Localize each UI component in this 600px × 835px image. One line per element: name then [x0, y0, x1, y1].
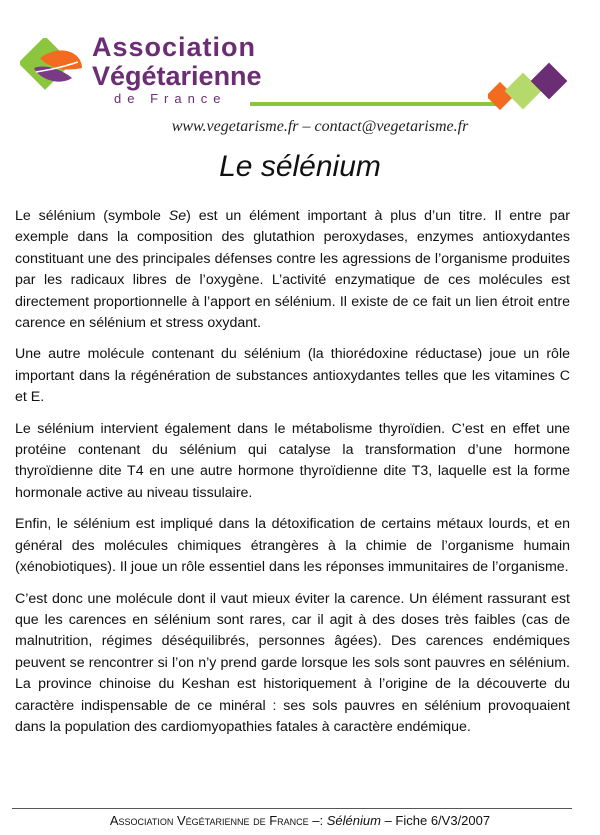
header — [0, 0, 600, 140]
footer-org: Association Végétarienne de France — [109, 813, 309, 828]
paragraph-3: Le sélénium intervient également dans le métabolisme thyroïdien. C’est en effet une protéine contenant du sélénium qui catalyse la transformation d’une hormone thyroïdienne dite T4 en une autre hormone thyroïdienne dite T3, laquelle est la forme hormonale active au niveau tissulaire. — [15, 420, 570, 501]
paragraph-1-start: Le sélénium (symbole — [15, 208, 169, 224]
colored-squares-icon — [488, 62, 572, 118]
footer-subject: Sélénium — [326, 813, 381, 828]
footer-ref: – Fiche 6/V3/2007 — [380, 813, 491, 828]
header-divider — [250, 102, 500, 106]
paragraph-2: Une autre molécule contenant du sélénium (la thiorédoxine réductase) joue un rôle important dans la régénération de substances antioxydantes telles que les vitamines C et E. — [15, 346, 570, 406]
leaf-logo-icon — [20, 38, 92, 100]
contact-line: www.vegetarisme.fr – contact@vegetarisme.fr — [171, 118, 469, 135]
paragraph-1-rest: ) est un élément important à plus d’un titre. Il entre par exemple dans la composition des glutathion peroxydases, enzymes antioxydantes constituant une des principales défenses contre les agressions de l’organisme produites par les radicaux libres de l’oxygène. L’activité enzymatique de ces molécules est directement proportionnelle à l’apport en sélénium. Il existe de ce fait un lien étroit entre carence en sélénium et stress oxydant. — [15, 208, 570, 332]
footer — [0, 813, 600, 828]
organization-name — [92, 34, 262, 105]
paragraph-1 — [15, 206, 570, 334]
footer-separator: –: — [308, 813, 327, 828]
org-name-line-1: Association — [92, 32, 257, 62]
article-body — [15, 206, 570, 748]
paragraph-4: Enfin, le sélénium est impliqué dans la détoxification de certains métaux lourds, et en général des molécules chimiques étrangères à la chimie de l’organisme humain (xénobiotiques). Il joue un rôle essentiel dans les réponses immunitaires de l’organisme. — [15, 516, 570, 576]
paragraph-5: C’est donc une molécule dont il vaut mieux éviter la carence. Un élément rassurant est que les carences en sélénium sont rares, car il agit à des doses très faibles (cas de malnutrition, régimes déséquilibrés, personnes âgées). Des carences endémiques peuvent se rencontrer si l’on n’y prend garde lorsque les sols sont pauvres en sélénium. La province chinoise du Keshan est historiquement à l’origine de la découverte du caractère indispensable de ce minéral : ses sols pauvres en sélénium provoquaient dans la population des cardiomyopathies fatales à caractère endémique. — [15, 590, 570, 735]
selenium-symbol: Se — [168, 208, 187, 224]
org-name-line-3: de France — [114, 91, 227, 106]
page-title: Le sélénium — [219, 150, 381, 183]
footer-divider — [12, 808, 572, 809]
org-name-line-2: Végétarienne — [92, 61, 262, 91]
